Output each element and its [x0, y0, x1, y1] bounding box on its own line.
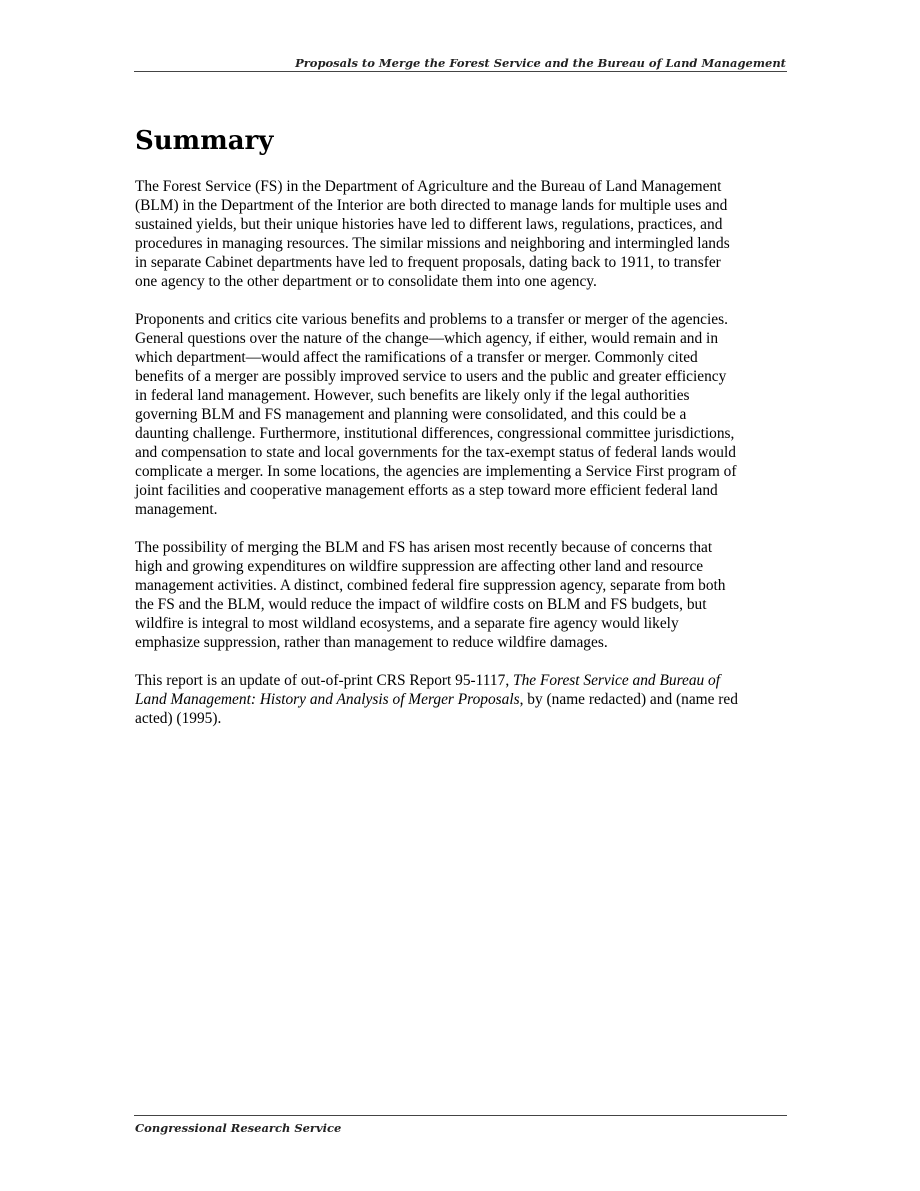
- text-run: , by (name redacted) and (name red: [519, 691, 738, 708]
- text-line: procedures in managing resources. The similar missions and neighboring and intermingled lands: [135, 235, 730, 252]
- text-line: complicate a merger. In some locations, the agencies are implementing a Service First program of: [135, 463, 737, 480]
- text-line: governing BLM and FS management and planning were consolidated, and this could be a: [135, 406, 687, 423]
- text-line: in separate Cabinet departments have led to frequent proposals, dating back to 1911, to transfer: [135, 254, 721, 271]
- text-line: wildfire is integral to most wildland ecosystems, and a separate fire agency would likely: [135, 615, 679, 632]
- text-line: [135, 690, 787, 709]
- text-line: sustained yields, but their unique histories have led to different laws, regulations, practices, and: [135, 216, 723, 233]
- text-line: in federal land management. However, such benefits are likely only if the legal authorities: [135, 387, 690, 404]
- text-line: The possibility of merging the BLM and FS has arisen most recently because of concerns that: [135, 539, 713, 556]
- report-update-paragraph: [135, 671, 787, 728]
- summary-body: [135, 177, 787, 747]
- text-run: This report is an update of out-of-print CRS Report 95-1117,: [135, 672, 514, 689]
- text-line: The Forest Service (FS) in the Department of Agriculture and the Bureau of Land Management: [135, 178, 722, 195]
- text-line: management activities. A distinct, combined federal fire suppression agency, separate from both: [135, 577, 726, 594]
- summary-paragraph: [135, 538, 787, 652]
- summary-paragraph: [135, 310, 787, 519]
- text-line: high and growing expenditures on wildfire suppression are affecting other land and resource: [135, 558, 704, 575]
- text-line: benefits of a merger are possibly improved service to users and the public and greater efficiency: [135, 368, 727, 385]
- header-rule: [134, 71, 787, 72]
- text-line: joint facilities and cooperative management efforts as a step toward more efficient federal land: [135, 482, 718, 499]
- text-line: management.: [135, 501, 218, 518]
- text-line: the FS and the BLM, would reduce the impact of wildfire costs on BLM and FS budgets, but: [135, 596, 707, 613]
- running-header: Proposals to Merge the Forest Service and the Bureau of Land Management: [295, 56, 786, 70]
- text-line: one agency to the other department or to consolidate them into one agency.: [135, 273, 597, 290]
- text-line: daunting challenge. Furthermore, institutional differences, congressional committee jurisdictions,: [135, 425, 735, 442]
- text-line: [135, 671, 787, 690]
- text-line: acted) (1995).: [135, 710, 222, 727]
- running-footer: Congressional Research Service: [135, 1121, 342, 1135]
- summary-paragraph: [135, 177, 787, 291]
- text-line: which department—would affect the ramifications of a transfer or merger. Commonly cited: [135, 349, 698, 366]
- text-line: (BLM) in the Department of the Interior are both directed to manage lands for multiple uses and: [135, 197, 728, 214]
- text-line: General questions over the nature of the change—which agency, if either, would remain and in: [135, 330, 719, 347]
- text-line: emphasize suppression, rather than management to reduce wildfire damages.: [135, 634, 608, 651]
- text-line: Proponents and critics cite various benefits and problems to a transfer or merger of the agencies.: [135, 311, 728, 328]
- footer-rule: [134, 1115, 787, 1116]
- report-title-italic: The Forest Service and Bureau of: [513, 672, 721, 689]
- text-line: and compensation to state and local governments for the tax-exempt status of federal lands would: [135, 444, 736, 461]
- page-title: Summary: [135, 126, 274, 156]
- report-title-italic: Land Management: History and Analysis of Merger Proposals: [135, 691, 520, 708]
